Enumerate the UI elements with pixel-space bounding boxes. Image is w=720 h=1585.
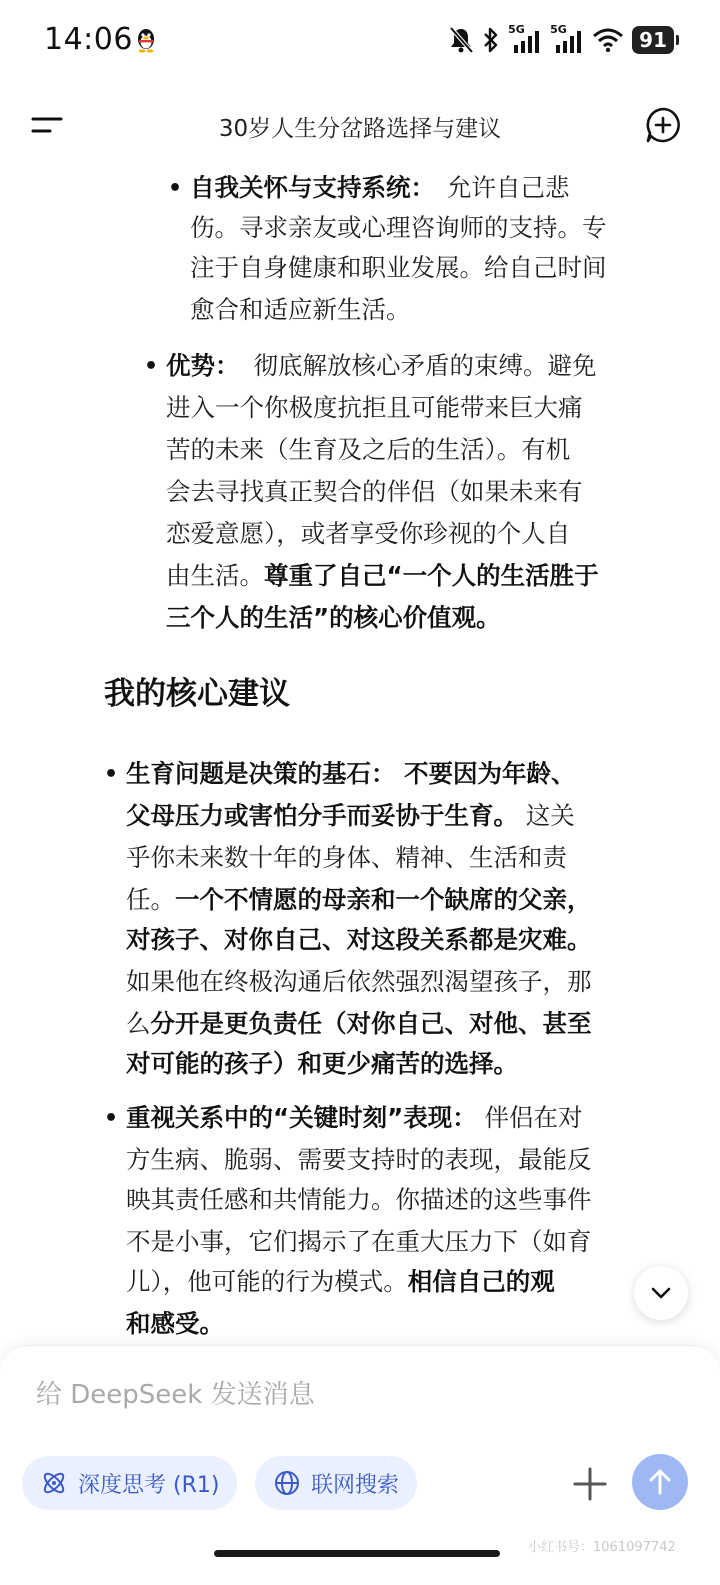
advantage-emphasis: 尊重了自己“一个人的生活胜于 <box>264 561 599 590</box>
mute-bell-icon <box>448 26 474 54</box>
wifi-icon <box>592 27 624 53</box>
rec2-line-3: 映其责任感和共情能力。你描述的这些事件 <box>126 1185 592 1214</box>
rec2-heading: 重视关系中的“关键时刻”表现： <box>126 1103 477 1132</box>
bullet-dot: • <box>144 354 159 379</box>
advantage-line-4: 会去寻找真正契合的伴侣（如果未来有 <box>166 477 583 506</box>
advantage-text: 彻底解放核心矛盾的束缚。避免 <box>253 351 597 380</box>
rec1-emphasis: 父母压力或害怕分手而妥协于生育。 <box>126 801 518 830</box>
rec1-line-5 <box>126 920 592 960</box>
advantage-line-7 <box>166 598 501 638</box>
section-title: 我的核心建议 <box>104 676 290 712</box>
sub-bullet-line-2: 伤。寻求亲友或心理咨询师的支持。专 <box>190 213 607 242</box>
rec1-emphasis: 分开是更负责任（对你自己、对他、甚至 <box>150 1009 592 1038</box>
chevron-down-icon <box>650 1284 672 1302</box>
signal-5g-2-icon <box>550 25 584 55</box>
rec1-text: 这关 <box>518 801 575 830</box>
battery-indicator: 91 <box>632 26 674 54</box>
deep-think-toggle[interactable] <box>22 1456 237 1510</box>
watermark-text: 小红书号：1061097742 <box>528 1540 676 1555</box>
bullet-dot: • <box>168 176 183 201</box>
rec2-line-4: 不是小事，它们揭示了在重大压力下（如育 <box>126 1227 592 1256</box>
atom-icon <box>40 1469 68 1497</box>
rec2-emphasis: 相信自己的观 <box>407 1267 555 1296</box>
sub-bullet-label: 自我关怀与支持系统： <box>190 173 435 202</box>
chat-title[interactable]: 30岁人生分岔路选择与建议 <box>218 116 502 142</box>
message-content <box>0 168 720 1348</box>
rec2-text: 儿），他可能的行为模式。 <box>126 1267 408 1296</box>
arrow-up-icon <box>647 1468 673 1496</box>
sub-bullet-line-4: 愈合和适应新生活。 <box>190 295 411 324</box>
advantage-line-1 <box>166 346 597 386</box>
rec2-emphasis: 和感受。 <box>126 1309 224 1338</box>
rec1-text: 么 <box>126 1009 151 1038</box>
rec1-line-8 <box>126 1044 518 1084</box>
advantage-line-5: 恋爱意愿），或者享受你珍视的个人自 <box>166 519 571 548</box>
rec1-line-7 <box>126 1004 592 1044</box>
rec1-heading: 生育问题是决策的基石： 不要因为年龄、 <box>126 759 576 788</box>
deep-think-label: 深度思考 (R1) <box>78 1472 220 1498</box>
rec1-emphasis: 对孩子、对你自己、对这段关系都是灾难。 <box>126 925 592 954</box>
rec1-line-3: 乎你未来数十年的身体、精神、生活和责 <box>126 843 567 872</box>
web-search-toggle[interactable] <box>255 1456 417 1510</box>
rec1-line-1 <box>126 754 576 794</box>
signal-5g-1-label: 5G <box>508 23 525 36</box>
send-button[interactable] <box>632 1454 688 1510</box>
rec2-text: 伴侣在对 <box>476 1103 583 1132</box>
advantage-line-6 <box>166 556 599 596</box>
rec2-line-1 <box>126 1098 583 1138</box>
status-bar <box>0 0 720 80</box>
sub-bullet-line-1 <box>190 168 570 208</box>
rec2-line-5 <box>126 1262 555 1302</box>
bluetooth-icon <box>482 26 500 54</box>
bullet-dot: • <box>104 1106 119 1131</box>
signal-5g-1-icon <box>508 25 542 55</box>
rec1-emphasis: 对可能的孩子）和更少痛苦的选择。 <box>126 1049 518 1078</box>
status-time: 14:06 <box>44 22 133 57</box>
sub-bullet-line-3: 注于自身健康和职业发展。给自己时间 <box>190 253 607 282</box>
home-indicator[interactable] <box>214 1550 500 1557</box>
rec2-line-2: 方生病、脆弱、需要支持时的表现，最能反 <box>126 1145 592 1174</box>
qq-penguin-icon <box>134 26 158 54</box>
rec1-line-6: 如果他在终极沟通后依然强烈渴望孩子，那 <box>126 967 592 996</box>
advantage-text-end: 由生活。 <box>166 561 264 590</box>
signal-5g-2-label: 5G <box>550 23 567 36</box>
advantage-label: 优势： <box>166 351 240 380</box>
rec1-emphasis: 一个不情愿的母亲和一个缺席的父亲， <box>175 885 592 914</box>
web-search-label: 联网搜索 <box>311 1472 400 1498</box>
message-input[interactable]: 给 DeepSeek 发送消息 <box>36 1380 315 1410</box>
add-attachment-icon[interactable] <box>570 1464 610 1504</box>
rec1-line-4 <box>126 880 592 920</box>
advantage-emphasis-end: 三个人的生活”的核心价值观。 <box>166 603 501 632</box>
chat-header <box>0 92 720 162</box>
new-chat-icon[interactable] <box>644 106 682 144</box>
message-composer <box>0 1345 720 1585</box>
rec1-text: 任。 <box>126 885 175 914</box>
scroll-to-bottom-button[interactable] <box>634 1266 688 1320</box>
bullet-dot: • <box>104 762 119 787</box>
globe-icon <box>273 1469 301 1497</box>
advantage-line-2: 进入一个你极度抗拒且可能带来巨大痛 <box>166 393 583 422</box>
rec2-line-6 <box>126 1304 224 1344</box>
rec1-line-2 <box>126 796 575 836</box>
sub-bullet-text: 允许自己悲 <box>447 173 570 202</box>
advantage-line-3: 苦的未来（生育及之后的生活）。有机 <box>166 435 571 464</box>
